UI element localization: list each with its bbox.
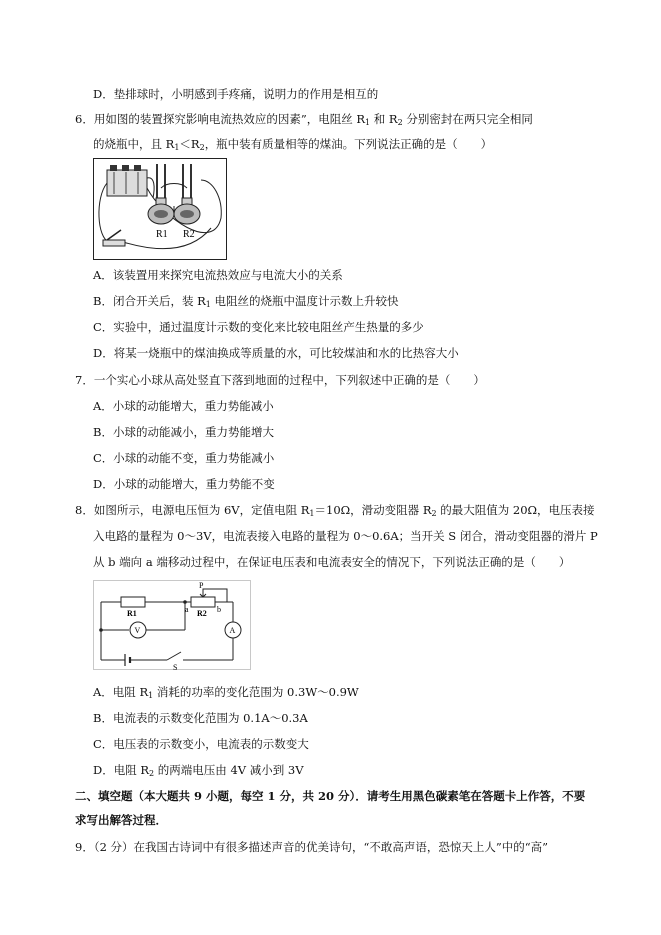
q8-circuit-figure xyxy=(93,580,251,670)
q6-stem-line-1 xyxy=(75,111,533,131)
battery-icon xyxy=(107,165,147,196)
resistor-r1 xyxy=(121,597,145,607)
subscript: 2 xyxy=(149,769,155,778)
subscript: 1 xyxy=(309,509,315,518)
label-p: P xyxy=(199,581,204,590)
flask-label-r2: R2 xyxy=(183,229,195,240)
flask-label-r1: R1 xyxy=(156,229,168,240)
q6-option-c: C．实验中，通过温度计示数的变化来比较电阻丝产生热量的多少 xyxy=(93,320,424,334)
q8-option-a-text: A．电阻 R xyxy=(93,685,149,699)
q6-option-b-text: 电阻丝的烧瓶中温度计示数上升较快 xyxy=(210,294,399,308)
q8-option-a xyxy=(93,684,359,704)
subscript: 2 xyxy=(431,509,437,518)
q8-option-b: B．电流表的示数变化范围为 0.1A～0.3A xyxy=(93,711,308,725)
subscript: 1 xyxy=(148,691,154,700)
q8-stem-line-3: 从 b 端向 a 端移动过程中，在保证电压表和电流表安全的情况下，下列说法正确的是（ ） xyxy=(93,555,571,569)
label-switch: S xyxy=(173,663,178,670)
q6-stem-text: 和 R xyxy=(370,112,398,126)
label-a: a xyxy=(185,605,189,614)
switch-icon xyxy=(103,230,125,246)
q7-stem: 7．一个实心小球从高处竖直下落到地面的过程中，下列叙述中正确的是（ ） xyxy=(75,373,485,387)
q6-option-b-text: B．闭合开关后，装 R xyxy=(93,294,206,308)
section-2-heading-line-2: 求写出解答过程． xyxy=(75,813,167,827)
q5-option-d: D．垫排球时，小明感到手疼痛，说明力的作用是相互的 xyxy=(93,87,379,101)
q6-stem-line-2 xyxy=(93,136,492,156)
subscript: 1 xyxy=(174,143,180,152)
q6-apparatus-figure xyxy=(93,158,227,260)
junction-dot xyxy=(99,628,103,632)
q6-stem-text: 6．用如图的装置探究影响电流热效应的因素”，电阻丝 R xyxy=(75,112,366,126)
label-r1: R1 xyxy=(127,609,137,618)
q6-option-a: A．该装置用来探究电流热效应与电流大小的关系 xyxy=(93,268,343,282)
q9-stem: 9．（2 分）在我国古诗词中有很多描述声音的优美诗句，“不敢高声语，恐惊天上人”中的“高” xyxy=(75,840,549,854)
flask-r1-icon xyxy=(148,164,174,224)
q8-option-d-text: D．电阻 R xyxy=(93,763,150,777)
q6-option-d: D．将某一烧瓶中的煤油换成等质量的水，可比较煤油和水的比热容大小 xyxy=(93,346,459,360)
q8-stem-text: ＝10Ω，滑动变阻器 R xyxy=(314,503,432,517)
label-ammeter: A xyxy=(229,626,236,635)
section-2-heading-line-1: 二、填空题（本大题共 9 小题，每空 1 分，共 20 分）．请考生用黑色碳素笔在答题卡上作答，不要 xyxy=(75,789,586,803)
q8-stem-line-2: 入电路的量程为 0～3V，电流表接入电路的量程为 0～0.6A；当开关 S 闭合，滑动变阻器的滑片 P xyxy=(93,529,598,543)
q8-stem-text: 8．如图所示，电源电压恒为 6V，定值电阻 R xyxy=(75,503,310,517)
label-b: b xyxy=(217,605,221,614)
q8-stem-line-1 xyxy=(75,502,595,522)
label-voltmeter: V xyxy=(134,626,141,635)
junction-dot xyxy=(183,600,187,604)
q7-option-b: B．小球的动能减小，重力势能增大 xyxy=(93,425,274,439)
subscript: 1 xyxy=(205,300,211,309)
q8-stem-text: 的最大阻值为 20Ω，电压表接 xyxy=(436,503,595,517)
q6-stem-text: ＜R xyxy=(179,137,200,151)
q7-option-c: C．小球的动能不变，重力势能减小 xyxy=(93,451,275,465)
q6-stem-text: ，瓶中装有质量相等的煤油。下列说法正确的是（ ） xyxy=(204,137,493,151)
q7-option-a: A．小球的动能增大，重力势能减小 xyxy=(93,399,274,413)
wire xyxy=(147,178,154,198)
q6-stem-text: 的烧瓶中，且 R xyxy=(93,137,175,151)
q6-stem-text: 分别密封在两只完全相同 xyxy=(402,112,533,126)
q7-option-d: D．小球的动能增大，重力势能不变 xyxy=(93,477,275,491)
label-r2: R2 xyxy=(197,609,207,618)
q6-option-b xyxy=(93,293,399,313)
q8-option-c: C．电压表的示数变小，电流表的示数变大 xyxy=(93,737,309,751)
subscript: 2 xyxy=(397,118,403,127)
rheostat-r2 xyxy=(191,597,215,607)
q8-option-d-text: 的两端电压由 4V 减小到 3V xyxy=(154,763,304,777)
switch-lever xyxy=(167,652,181,660)
flask-r2-icon xyxy=(174,164,200,224)
q8-option-d xyxy=(93,762,304,782)
subscript: 2 xyxy=(199,143,205,152)
subscript: 1 xyxy=(365,118,371,127)
q8-option-a-text: 消耗的功率的变化范围为 0.3W～0.9W xyxy=(153,685,359,699)
